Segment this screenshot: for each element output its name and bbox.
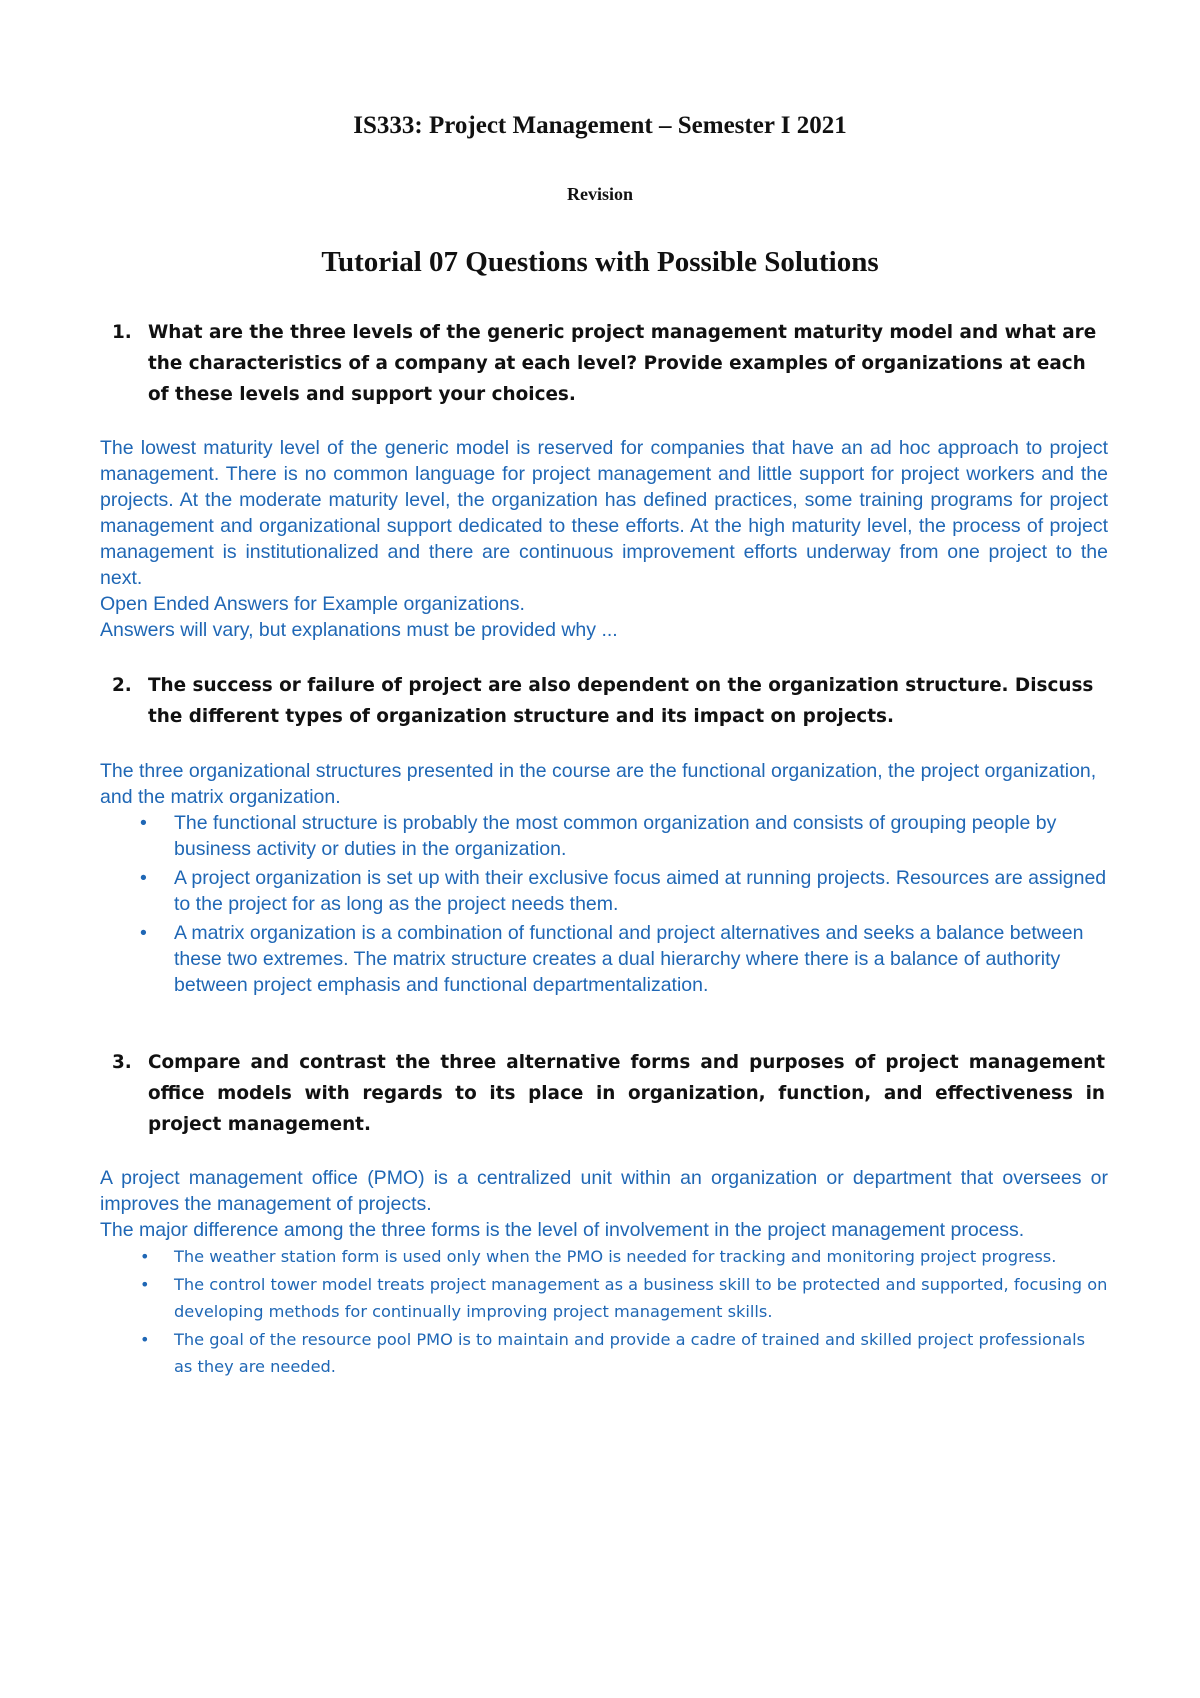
- question-text: What are the three levels of the generic project management maturity model and what are the characteristics of a company at each level? Provide examples of organizations at each of these levels and support your choices.: [148, 322, 1097, 405]
- answer-paragraph: A project management office (PMO) is a centralized unit within an organization or department that oversees or improves the management of projects.: [100, 1167, 1108, 1215]
- question-2: [112, 670, 1105, 732]
- answer-bullet-list: [100, 1243, 1108, 1381]
- answer-paragraph: The major difference among the three forms is the level of involvement in the project management process.: [100, 1219, 1025, 1241]
- revision-label: Revision: [566, 184, 633, 204]
- course-title: IS333: Project Management – Semester I 2021: [353, 112, 847, 139]
- answer-3: [100, 1165, 1108, 1381]
- question-1: [112, 317, 1105, 410]
- question-text: The success or failure of project are also dependent on the organization structure. Discuss the different types of organization structure and its impact on projects.: [148, 675, 1094, 727]
- tutorial-title: Tutorial 07 Questions with Possible Solutions: [321, 246, 879, 278]
- answer-paragraph: The lowest maturity level of the generic model is reserved for companies that have an ad hoc approach to project management. There is no common language for project management and little support for project workers and the projects. At the moderate maturity level, the organization has defined practices, some training programs for project management and organizational support dedicated to these efforts. At the high maturity level, the process of project management is institutionalized and there are continuous improvement efforts underway from one project to the next.: [100, 437, 1108, 589]
- list-item: • The goal of the resource pool PMO is to maintain and provide a cadre of trained and skilled project professionals as they are needed.: [100, 1326, 1108, 1381]
- answer-paragraph: Open Ended Answers for Example organizations.: [100, 593, 525, 615]
- answer-2: [100, 758, 1108, 1001]
- question-text: Compare and contrast the three alternative forms and purposes of project management office models with regards to its place in organization, function, and effectiveness in project management.: [148, 1052, 1105, 1135]
- list-item: • The weather station form is used only when the PMO is needed for tracking and monitoring project progress.: [100, 1243, 1108, 1271]
- list-item: • The functional structure is probably the most common organization and consists of grouping people by business activity or duties in the organization.: [100, 810, 1108, 862]
- answer-paragraph: The three organizational structures presented in the course are the functional organization, the project organization, and the matrix organization.: [100, 760, 1097, 808]
- answer-1: [100, 435, 1108, 643]
- list-item: • A project organization is set up with their exclusive focus aimed at running projects. Resources are assigned to the project for as long as the project needs them.: [100, 865, 1108, 917]
- answer-bullet-list: [100, 810, 1108, 998]
- answer-paragraph: Answers will vary, but explanations must be provided why ...: [100, 619, 618, 641]
- question-number: 1.: [112, 322, 132, 343]
- question-3: [112, 1047, 1105, 1140]
- list-item: • The control tower model treats project management as a business skill to be protected and supported, focusing on developing methods for continually improving project management skills.: [100, 1271, 1108, 1326]
- question-number: 2.: [112, 675, 132, 696]
- question-number: 3.: [112, 1052, 132, 1073]
- list-item: • A matrix organization is a combination of functional and project alternatives and seeks a balance between these two extremes. The matrix structure creates a dual hierarchy where there is a balance of authority between project emphasis and functional departmentalization.: [100, 920, 1108, 998]
